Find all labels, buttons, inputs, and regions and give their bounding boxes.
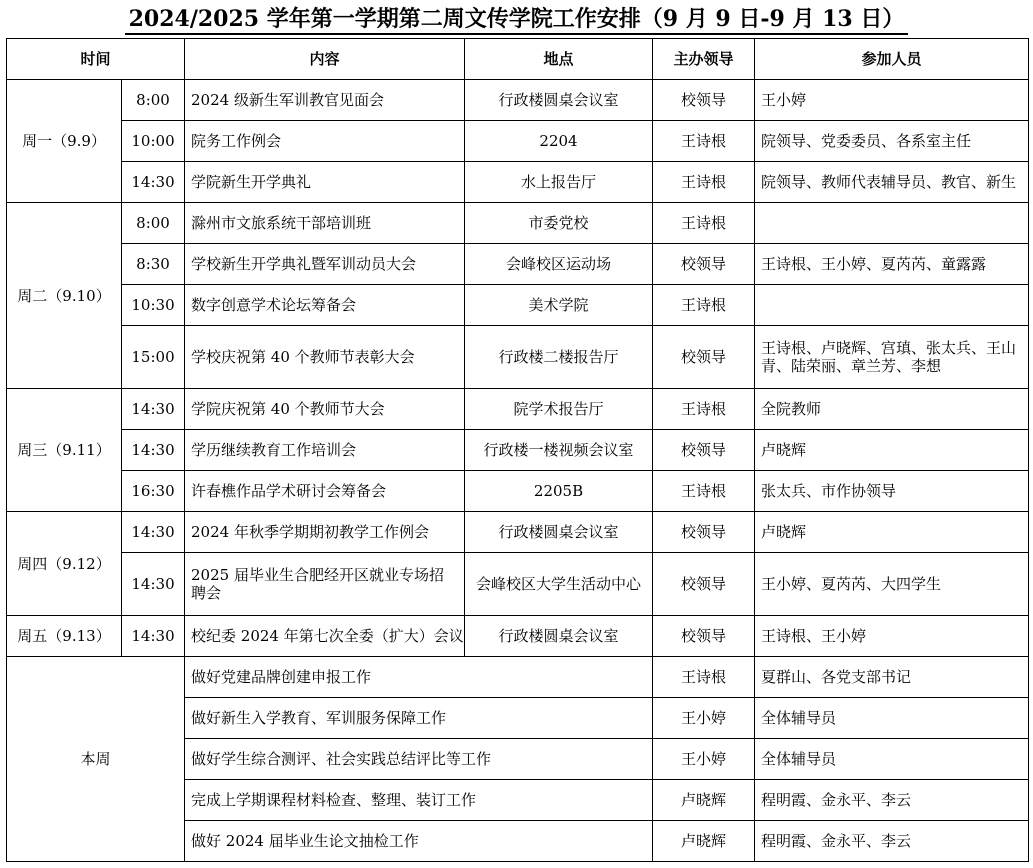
participants-cell: 院领导、党委委员、各系室主任 xyxy=(755,121,1029,162)
day-cell: 周五（9.13） xyxy=(7,616,122,657)
host-cell: 王诗根 xyxy=(653,285,755,326)
schedule-table xyxy=(6,38,1029,862)
participants-cell: 卢晓辉 xyxy=(755,430,1029,471)
table-row xyxy=(7,512,1029,553)
location-cell: 院学术报告厅 xyxy=(465,389,653,430)
host-cell: 校领导 xyxy=(653,430,755,471)
table-row xyxy=(7,285,1029,326)
location-cell: 行政楼一楼视频会议室 xyxy=(465,430,653,471)
host-cell: 校领导 xyxy=(653,553,755,616)
location-cell: 行政楼圆桌会议室 xyxy=(465,512,653,553)
host-cell: 王小婷 xyxy=(653,739,755,780)
table-row xyxy=(7,326,1029,389)
header-participants: 参加人员 xyxy=(755,39,1029,80)
participants-cell: 王小婷 xyxy=(755,80,1029,121)
header-location: 地点 xyxy=(465,39,653,80)
host-cell: 校领导 xyxy=(653,512,755,553)
participants-cell: 程明霞、金永平、李云 xyxy=(755,780,1029,821)
day-cell: 周三（9.11） xyxy=(7,389,122,512)
participants-cell: 程明霞、金永平、李云 xyxy=(755,821,1029,862)
participants-cell: 全院教师 xyxy=(755,389,1029,430)
host-cell: 校领导 xyxy=(653,616,755,657)
host-cell: 校领导 xyxy=(653,244,755,285)
header-content: 内容 xyxy=(185,39,465,80)
page-title-text: 2024/2025 学年第一学期第二周文传学院工作安排（9 月 9 日-9 月 13 日） xyxy=(125,6,909,35)
page-title xyxy=(0,4,1033,34)
time-cell: 10:00 xyxy=(122,121,185,162)
participants-cell: 王小婷、夏芮芮、大四学生 xyxy=(755,553,1029,616)
table-row xyxy=(7,657,1029,698)
participants-cell: 全体辅导员 xyxy=(755,739,1029,780)
content-cell: 做好学生综合测评、社会实践总结评比等工作 xyxy=(185,739,653,780)
table-row xyxy=(7,203,1029,244)
content-cell: 2024 年秋季学期期初教学工作例会 xyxy=(185,512,465,553)
weekly-label: 本周 xyxy=(7,657,185,862)
location-cell: 行政楼圆桌会议室 xyxy=(465,616,653,657)
location-cell: 2205B xyxy=(465,471,653,512)
day-cell: 周四（9.12） xyxy=(7,512,122,616)
participants-cell: 卢晓辉 xyxy=(755,512,1029,553)
content-cell: 许春樵作品学术研讨会筹备会 xyxy=(185,471,465,512)
time-cell: 14:30 xyxy=(122,430,185,471)
table-row xyxy=(7,244,1029,285)
content-cell: 做好新生入学教育、军训服务保障工作 xyxy=(185,698,653,739)
content-cell: 学校新生开学典礼暨军训动员大会 xyxy=(185,244,465,285)
participants-cell: 院领导、教师代表辅导员、教官、新生 xyxy=(755,162,1029,203)
location-cell: 行政楼圆桌会议室 xyxy=(465,80,653,121)
location-cell: 美术学院 xyxy=(465,285,653,326)
location-cell: 市委党校 xyxy=(465,203,653,244)
time-cell: 14:30 xyxy=(122,553,185,616)
table-row xyxy=(7,121,1029,162)
time-cell: 15:00 xyxy=(122,326,185,389)
host-cell: 王诗根 xyxy=(653,471,755,512)
table-row xyxy=(7,389,1029,430)
location-cell: 会峰校区大学生活动中心 xyxy=(465,553,653,616)
host-cell: 校领导 xyxy=(653,326,755,389)
host-cell: 王诗根 xyxy=(653,389,755,430)
content-cell: 学历继续教育工作培训会 xyxy=(185,430,465,471)
day-cell: 周一（9.9） xyxy=(7,80,122,203)
host-cell: 王诗根 xyxy=(653,121,755,162)
participants-cell: 王诗根、王小婷、夏芮芮、童露露 xyxy=(755,244,1029,285)
content-cell: 学校庆祝第 40 个教师节表彰大会 xyxy=(185,326,465,389)
location-cell: 行政楼二楼报告厅 xyxy=(465,326,653,389)
content-cell: 数字创意学术论坛筹备会 xyxy=(185,285,465,326)
host-cell: 校领导 xyxy=(653,80,755,121)
time-cell: 8:00 xyxy=(122,80,185,121)
table-row xyxy=(7,80,1029,121)
content-cell: 学院新生开学典礼 xyxy=(185,162,465,203)
location-cell: 水上报告厅 xyxy=(465,162,653,203)
participants-cell: 夏群山、各党支部书记 xyxy=(755,657,1029,698)
content-cell: 2025 届毕业生合肥经开区就业专场招聘会 xyxy=(185,553,465,616)
content-cell: 做好党建品牌创建申报工作 xyxy=(185,657,653,698)
time-cell: 14:30 xyxy=(122,389,185,430)
time-cell: 10:30 xyxy=(122,285,185,326)
content-cell: 2024 级新生军训教官见面会 xyxy=(185,80,465,121)
participants-cell: 王诗根、卢晓辉、宫瑱、张太兵、王山青、陆荣丽、章兰芳、李想 xyxy=(755,326,1029,389)
participants-cell: 王诗根、王小婷 xyxy=(755,616,1029,657)
time-cell: 8:30 xyxy=(122,244,185,285)
time-cell: 14:30 xyxy=(122,616,185,657)
time-cell: 8:00 xyxy=(122,203,185,244)
table-row xyxy=(7,162,1029,203)
table-row xyxy=(7,430,1029,471)
participants-cell: 张太兵、市作协领导 xyxy=(755,471,1029,512)
content-cell: 学院庆祝第 40 个教师节大会 xyxy=(185,389,465,430)
participants-cell: 全体辅导员 xyxy=(755,698,1029,739)
host-cell: 王诗根 xyxy=(653,657,755,698)
content-cell: 完成上学期课程材料检查、整理、装订工作 xyxy=(185,780,653,821)
content-cell: 做好 2024 届毕业生论文抽检工作 xyxy=(185,821,653,862)
content-cell: 院务工作例会 xyxy=(185,121,465,162)
host-cell: 王小婷 xyxy=(653,698,755,739)
location-cell: 会峰校区运动场 xyxy=(465,244,653,285)
time-cell: 16:30 xyxy=(122,471,185,512)
table-row xyxy=(7,553,1029,616)
host-cell: 王诗根 xyxy=(653,162,755,203)
time-cell: 14:30 xyxy=(122,162,185,203)
location-cell: 2204 xyxy=(465,121,653,162)
header-time: 时间 xyxy=(7,39,185,80)
table-row xyxy=(7,616,1029,657)
day-cell: 周二（9.10） xyxy=(7,203,122,389)
table-row xyxy=(7,471,1029,512)
content-cell: 校纪委 2024 年第七次全委（扩大）会议 xyxy=(185,616,465,657)
header-host: 主办领导 xyxy=(653,39,755,80)
header-row xyxy=(7,39,1029,80)
time-cell: 14:30 xyxy=(122,512,185,553)
host-cell: 王诗根 xyxy=(653,203,755,244)
host-cell: 卢晓辉 xyxy=(653,821,755,862)
host-cell: 卢晓辉 xyxy=(653,780,755,821)
participants-cell xyxy=(755,203,1029,244)
content-cell: 滁州市文旅系统干部培训班 xyxy=(185,203,465,244)
participants-cell xyxy=(755,285,1029,326)
